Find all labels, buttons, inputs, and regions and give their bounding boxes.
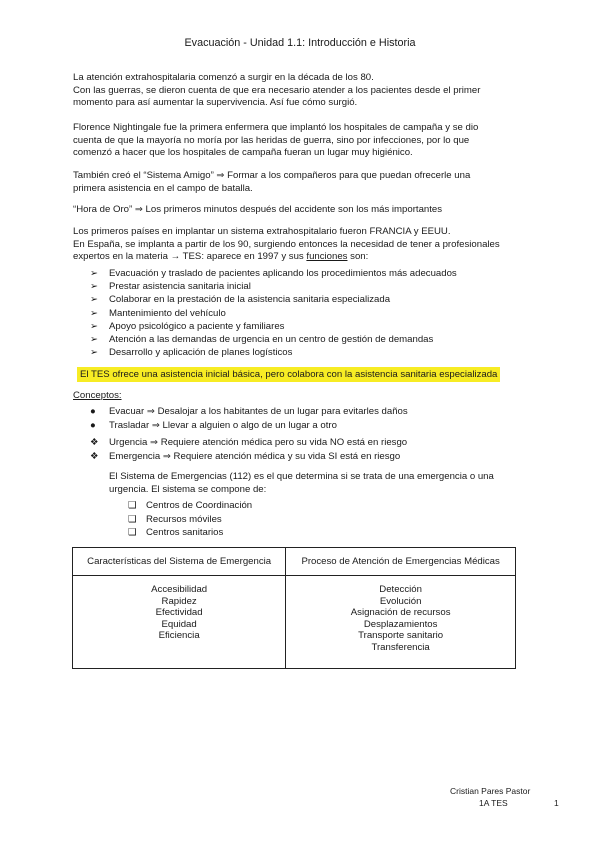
sistema-amigo-line: primera asistencia en el campo de batalla. [73,182,253,194]
list-item: ➢ Colaborar en la prestación de la asistencia sanitaria especializada [90,294,391,306]
funciones-link[interactable]: funciones [306,251,348,263]
sistema-emergencias-line: urgencia. El sistema se compone de: [109,483,267,495]
hora-de-oro-line: “Hora de Oro” ⇒ Los primeros minutos después del accidente son los más importantes [73,204,443,215]
highlighted-note: El TES ofrece una asistencia inicial básica, pero colabora con la asistencia sanitaria especializada [77,367,500,382]
nightingale-paragraph [73,122,533,160]
table-cell-proceso: Detección Evolución Asignación de recursos Desplazamientos Transporte sanitario Transferencia [286,576,516,669]
sistema-emergencias-line: El Sistema de Emergencias (112) es el que determina si se trata de una emergencia o una [109,471,494,482]
conceptos-bullet-list [90,405,408,432]
list-item: ❑ Centros sanitarios [128,527,224,538]
table-header-cell: Características del Sistema de Emergencia [73,548,286,576]
list-item: ➢ Apoyo psicológico a paciente y familiares [90,320,285,332]
conceptos-diamond-list [90,436,407,463]
table-header-row [73,548,516,576]
diamond-bullet-icon: ❖ [90,450,99,462]
funciones-intro-line: expertos en la materia → TES: aparece en 1997 y sus funciones son: [73,251,369,263]
table-cell-caracteristicas: Accesibilidad Rapidez Efectividad Equidad Eficiencia [73,576,286,669]
arrow-bullet-icon: ➢ [90,281,99,293]
list-item: ➢ Atención a las demandas de urgencia en un centro de gestión de demandas [90,333,434,345]
arrow-bullet-icon: ➢ [90,268,99,279]
table-row [73,576,516,669]
list-item: ➢ Mantenimiento del vehículo [90,307,226,319]
footer-author: Cristian Pares Pastor [450,786,531,796]
componentes-list [128,499,252,540]
list-item: ➢ Desarrollo y aplicación de planes logísticos [90,347,293,359]
conceptos-heading: Conceptos: [73,390,122,401]
sistema-amigo-line: También creó el “Sistema Amigo” ⇒ Formar a los compañeros para que puedan ofrecerle una [73,170,471,181]
list-item: ❖ Urgencia ⇒ Requiere atención médica pero su vida NO está en riesgo [90,437,408,448]
intro-line: Con las guerras, se dieron cuenta de que era necesario atender a los pacientes desde el primer [73,84,481,96]
list-item: ❖ Emergencia ⇒ Requiere atención médica y su vida SI está en riesgo [90,450,401,462]
paises-line: Los primeros países en implantar un sistema extrahospitalario fueron FRANCIA y EEUU. [73,226,451,237]
page-title: Evacuación - Unidad 1.1: Introducción e Historia [184,37,416,49]
checkbox-bullet-icon: ❑ [128,500,137,511]
nightingale-line: Florence Nightingale fue la primera enfermera que implantó los hospitales de campaña y se dio [73,122,479,133]
sistema-emergencias-paragraph [109,471,529,496]
arrow-bullet-icon: ➢ [90,333,99,345]
nightingale-line: comenzó a hacer que los hospitales de campaña fueran un lugar muy higiénico. [73,147,413,159]
list-item: ● Trasladar ⇒ Llevar a alguien o algo de un lugar a otro [90,419,337,431]
arrow-bullet-icon: ➢ [90,307,99,319]
emergency-system-table [72,547,516,669]
list-item: ❑ Centros de Coordinación [128,500,253,511]
page-number: 1 [554,798,559,808]
intro-line: momento para así aumentar la supervivencia. Así fue cómo surgió. [73,97,358,109]
paises-line: En España, se implanta a partir de los 90, surgiendo entonces la necesidad de tener a profesionales [73,238,500,250]
intro-line: La atención extrahospitalaria comenzó a surgir en la década de los 80. [73,72,374,83]
diamond-bullet-icon: ❖ [90,437,99,448]
table-header-cell: Proceso de Atención de Emergencias Médicas [286,548,516,576]
nightingale-line: cuenta de que la mayoría no moría por las heridas de guerra, sino por infecciones, por lo que [73,134,470,146]
funciones-list [90,267,457,359]
sistema-amigo-paragraph [73,170,533,195]
paises-paragraph [73,226,533,264]
checkbox-bullet-icon: ❑ [128,527,137,538]
bullet-icon: ● [90,406,96,417]
hora-de-oro-paragraph [73,204,533,217]
arrow-bullet-icon: ➢ [90,294,99,306]
arrow-bullet-icon: ➢ [90,320,99,332]
arrow-bullet-icon: ➢ [90,347,99,359]
bullet-icon: ● [90,419,96,431]
intro-paragraph [73,72,533,110]
footer-course: 1A TES [479,798,508,808]
list-item: ● Evacuar ⇒ Desalojar a los habitantes de un lugar para evitarles daños [90,406,408,417]
list-item: ➢ Prestar asistencia sanitaria inicial [90,281,251,293]
list-item: ❑ Recursos móviles [128,513,222,525]
list-item: ➢ Evacuación y traslado de pacientes aplicando los procedimientos más adecuados [90,268,457,279]
checkbox-bullet-icon: ❑ [128,513,137,525]
